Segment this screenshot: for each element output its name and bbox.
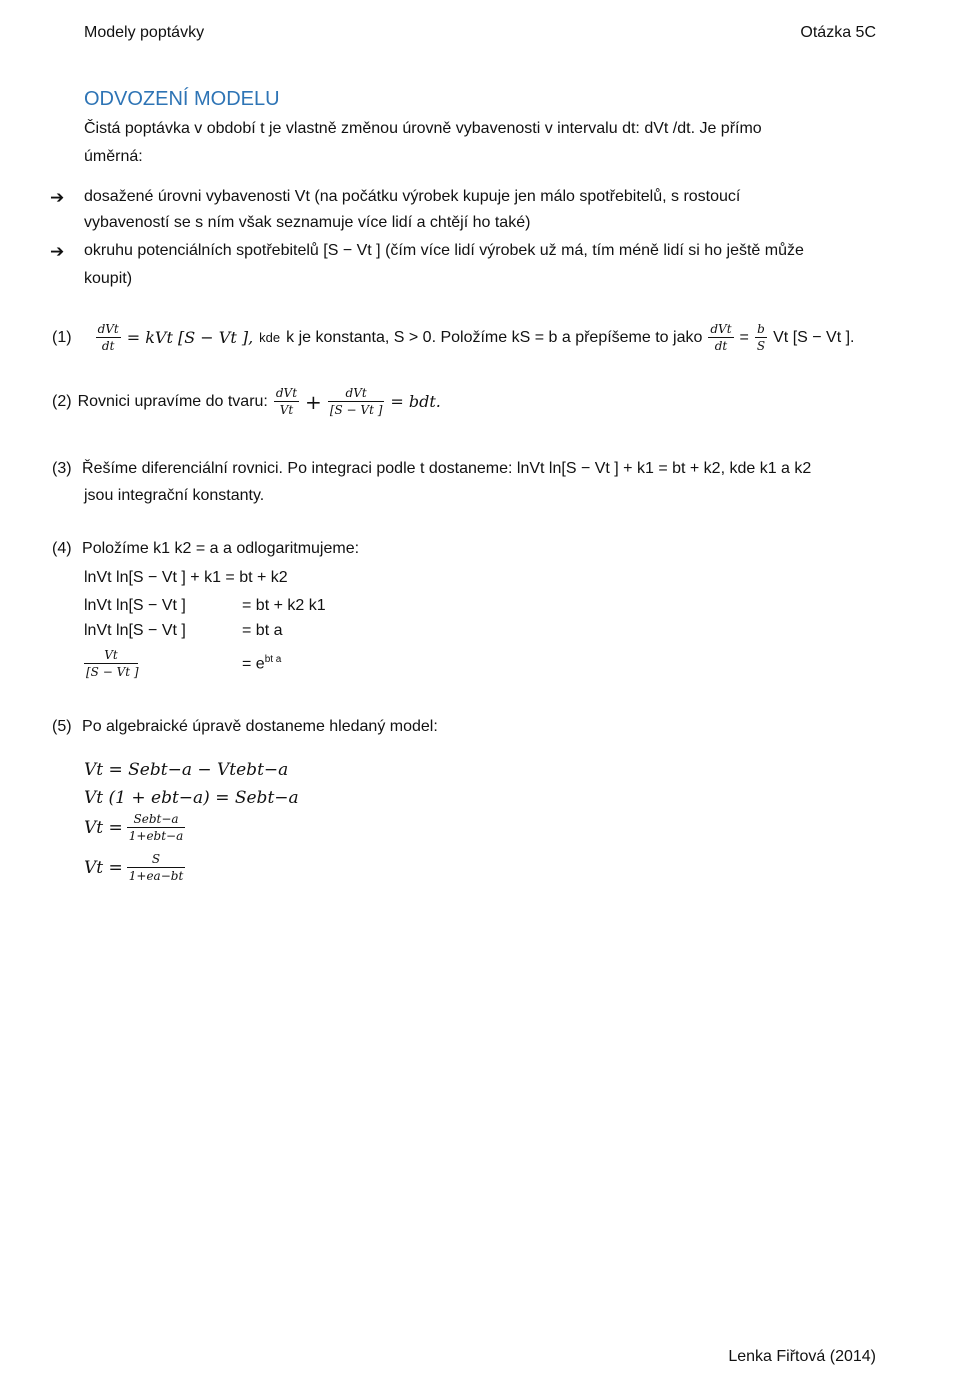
- bullet-2-line-1: okruhu potenciálních spotřebitelů [S − Vt ] (čím více lidí výrobek už má, tím méně lidí si ho ještě může: [84, 242, 804, 259]
- fraction-numerator: b: [755, 322, 767, 338]
- step-3-line-1: [52, 460, 811, 478]
- fraction: [127, 812, 186, 843]
- fraction-denominator: dt: [101, 339, 115, 353]
- model-eq-4: [84, 852, 185, 883]
- step-1: [52, 322, 855, 353]
- arrow-icon: ➔: [50, 188, 65, 208]
- fraction: [127, 852, 186, 883]
- step-number: (4): [52, 540, 72, 557]
- step-4-eq-2-rhs: = bt + k2 k1: [242, 597, 326, 614]
- exp-base: = e: [242, 655, 265, 673]
- fraction-denominator: [S − Vt ]: [86, 665, 139, 679]
- bullet-1-line-2: vybaveností se s ním však seznamuje více lidí a chtějí ho také): [84, 214, 531, 231]
- step-3-line-2: jsou integrační konstanty.: [84, 487, 265, 504]
- model-eq-2: Vt (1 + ebt−a) = Sebt−a: [84, 788, 299, 808]
- fraction: [708, 322, 733, 353]
- step-1-text: k je konstanta, S > 0. Položíme kS = b a přepíšeme to jako: [286, 328, 703, 346]
- model-eq-3: [84, 812, 185, 843]
- step-4-exp: [242, 654, 281, 673]
- header-right: Otázka 5C: [800, 24, 876, 41]
- equation-rhs: = kVt [S − Vt ],: [126, 328, 254, 347]
- step-3-text: Řešíme diferenciální rovnici. Po integraci podle t dostaneme: lnVt ln[S − Vt ] + k1 = bt + k2, kde k1 a k2: [82, 460, 812, 477]
- fraction-denominator: dt: [714, 339, 728, 353]
- kde-word: kde: [259, 330, 281, 345]
- fraction: [328, 386, 385, 417]
- step-1-end: Vt [S − Vt ].: [773, 328, 855, 346]
- section-title: ODVOZENÍ MODELU: [84, 88, 280, 110]
- step-2: [52, 386, 441, 417]
- bullet-1-line-1: dosažené úrovni vybavenosti Vt (na počátku výrobek kupuje jen málo spotřebitelů, s rostoucí: [84, 188, 741, 205]
- fraction-numerator: Sebt−a: [127, 812, 186, 828]
- step-4-eq-2-lhs: lnVt ln[S − Vt ]: [84, 597, 186, 614]
- fraction: [274, 386, 299, 417]
- equals-sign: =: [739, 328, 749, 346]
- fraction-numerator: dVt: [275, 386, 298, 400]
- fraction-denominator: 1+ebt−a: [128, 829, 184, 843]
- step-4-eq-3-lhs: lnVt ln[S − Vt ]: [84, 622, 186, 639]
- fraction-numerator: Vt: [84, 648, 138, 664]
- step-number: (2): [52, 392, 72, 410]
- step-5-line-1: [52, 718, 438, 736]
- step-4-line-1: [52, 540, 359, 558]
- step-4-text: Položíme k1 k2 = a a odlogaritmujeme:: [82, 540, 360, 557]
- arrow-icon: ➔: [50, 242, 65, 262]
- fraction: [755, 322, 767, 353]
- fraction-denominator: Vt: [279, 403, 294, 417]
- model-eq-1: Vt = Sebt−a − Vtebt−a: [84, 760, 289, 780]
- fraction-numerator: dVt: [328, 386, 385, 402]
- fraction-numerator: S: [127, 852, 186, 868]
- exp-power: bt a: [264, 654, 282, 665]
- step-number: (1): [52, 328, 72, 346]
- step-4-eq-3-rhs: = bt a: [242, 622, 283, 639]
- step-number: (5): [52, 718, 72, 735]
- intro-line-1: Čistá poptávka v období t je vlastně změnou úrovně vybavenosti v intervalu dt: dVt /dt. Je přímo: [84, 120, 762, 137]
- header-left: Modely poptávky: [84, 24, 205, 41]
- fraction: [84, 648, 138, 679]
- step-number: (3): [52, 460, 72, 477]
- step-5-text: Po algebraické úpravě dostaneme hledaný model:: [82, 718, 438, 735]
- step-2-end: = bdt.: [390, 392, 441, 411]
- fraction-numerator: dVt: [97, 322, 119, 336]
- eq-lhs: Vt =: [84, 857, 123, 878]
- fraction-denominator: S: [756, 339, 766, 353]
- bullet-2-line-2: koupit): [84, 270, 133, 287]
- intro-line-2: úměrná:: [84, 148, 143, 165]
- fraction: [96, 322, 121, 353]
- fraction-denominator: [S − Vt ]: [329, 403, 383, 417]
- step-4-fraction: [84, 648, 138, 679]
- step-4-eq-1: lnVt ln[S − Vt ] + k1 = bt + k2: [84, 569, 288, 586]
- footer-author: Lenka Fiřtová (2014): [728, 1348, 876, 1365]
- fraction-numerator: dVt: [710, 322, 732, 336]
- fraction-denominator: 1+ea−bt: [128, 869, 184, 883]
- step-2-text: Rovnici upravíme do tvaru:: [77, 392, 268, 410]
- plus-sign: +: [305, 389, 322, 414]
- eq-lhs: Vt =: [84, 817, 123, 838]
